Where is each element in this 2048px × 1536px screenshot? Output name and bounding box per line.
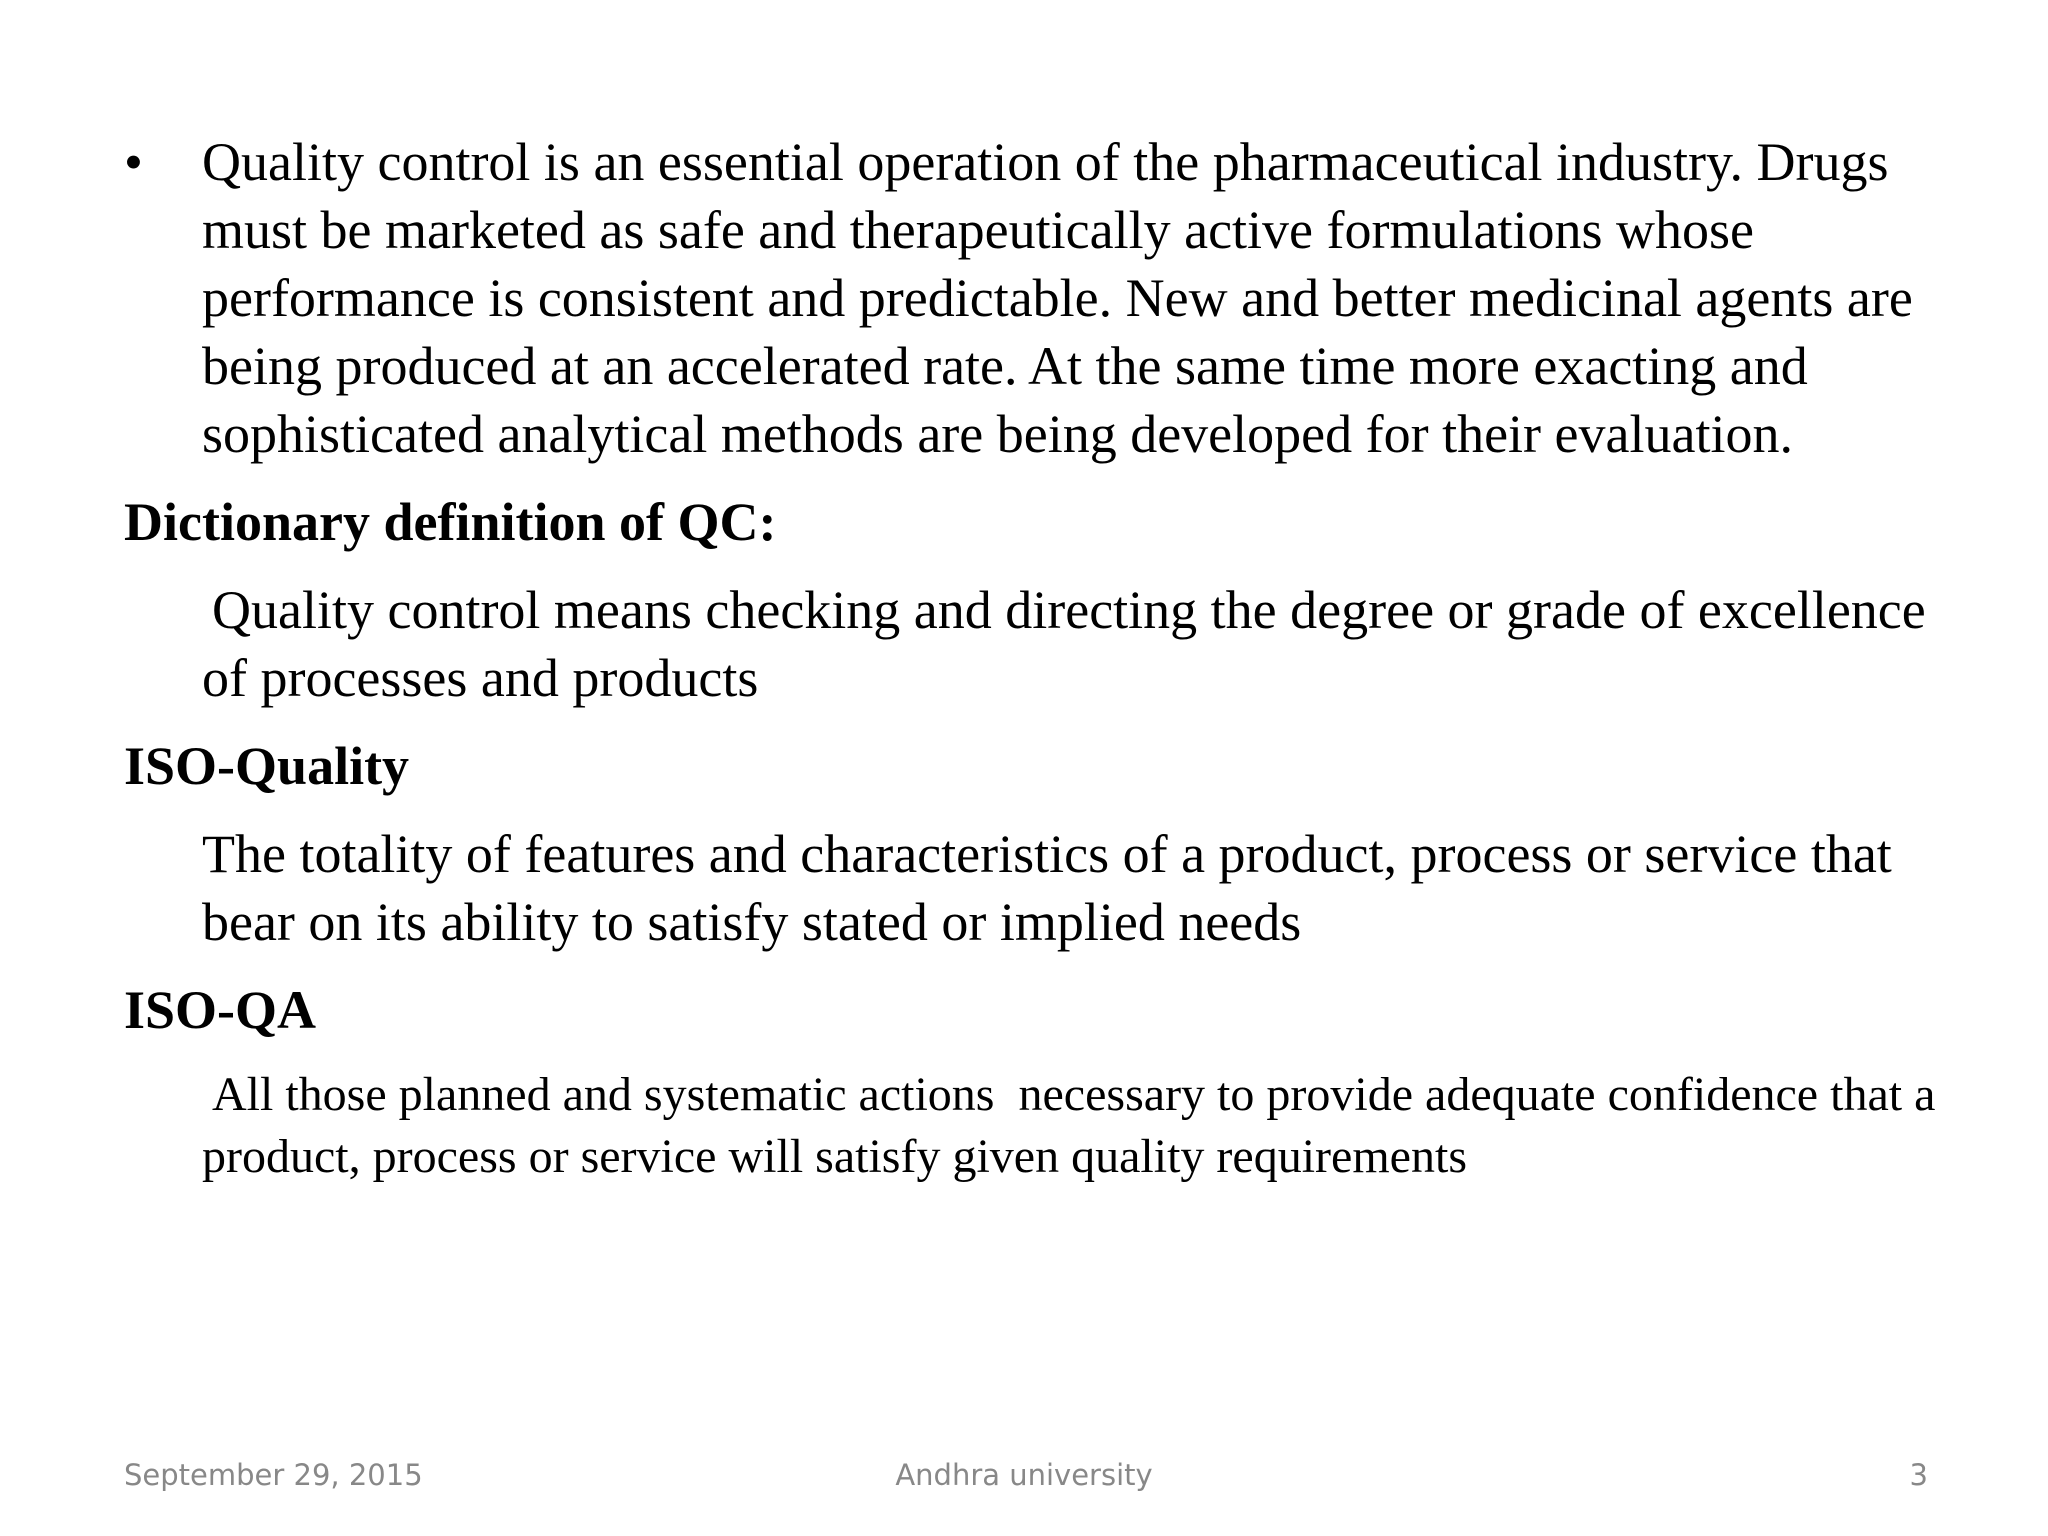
section-heading-iso-quality: ISO-Quality	[124, 736, 410, 796]
section-body-dictionary-text: Quality control means checking and directing the degree or grade of excellence of processes and products	[202, 580, 1926, 708]
footer-page-number: 3	[1909, 1458, 1928, 1492]
section-body-dictionary	[124, 576, 1984, 712]
section-body-iso-quality	[124, 820, 1984, 956]
section-heading-iso-qa: ISO-QA	[124, 980, 317, 1040]
section-body-iso-qa-text: All those planned and systematic actions necessary to provide adequate confidence that a product, process or service will satisfy given quality requirements	[202, 1068, 1948, 1183]
intro-bullet	[124, 128, 1984, 468]
slide-content	[124, 128, 1984, 1188]
footer-date: September 29, 2015	[124, 1458, 423, 1492]
section-body-iso-qa	[124, 1064, 1984, 1188]
section-heading-dictionary: Dictionary definition of QC:	[124, 492, 777, 552]
intro-paragraph: Quality control is an essential operation of the pharmaceutical industry. Drugs must be marketed as safe and therapeutically active formulations whose performance is consistent and predictable. New and better medicinal agents are being produced at an accelerated rate. At the same time more exacting and sophisticated analytical methods are being developed for their evaluation.	[202, 132, 1913, 464]
footer-organization: Andhra university	[895, 1458, 1153, 1492]
section-body-iso-quality-text: The totality of features and characteristics of a product, process or service that bear on its ability to satisfy stated or implied needs	[202, 824, 1892, 952]
bullet-icon: •	[124, 132, 143, 192]
